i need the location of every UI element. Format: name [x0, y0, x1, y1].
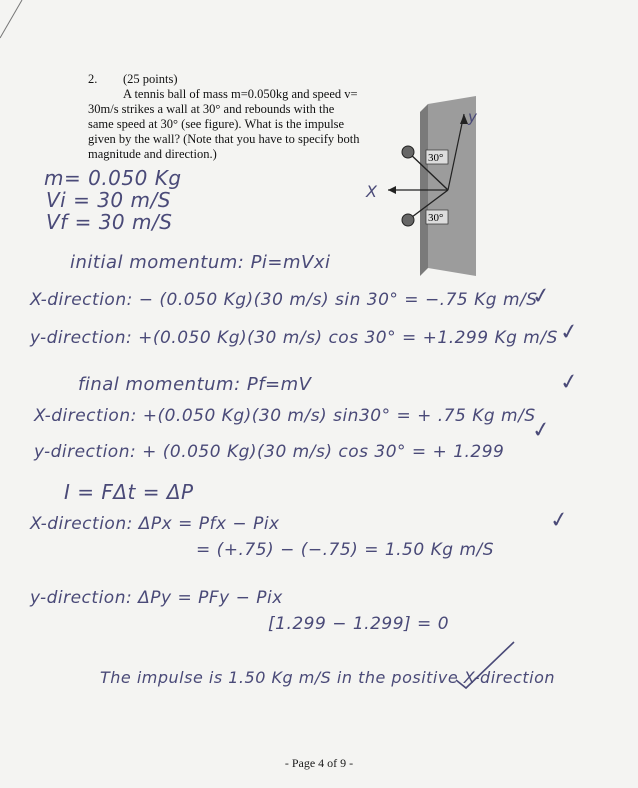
- angle-label-top: 30°: [428, 152, 444, 164]
- final-momentum-heading: final momentum: Pf=mV: [78, 374, 312, 395]
- initial-y-direction: y-direction: +(0.050 Kg)(30 m/s) cos 30° = +1.299 Kg m/S: [30, 328, 558, 348]
- angle-label-bottom: 30°: [428, 212, 444, 224]
- delta-py-line-1: y-direction: ΔPy = PFy − Pix: [30, 588, 283, 608]
- problem-line-3: same speed at 30° (see figure). What is the impulse: [88, 117, 345, 131]
- problem-line-4: given by the wall? (Note that you have to specify both: [88, 132, 360, 146]
- problem-points: (25 points): [123, 72, 178, 86]
- wall-figure: [380, 92, 500, 282]
- x-axis-label: X: [366, 182, 378, 201]
- initial-momentum-heading: initial momentum: Pi=mVxi: [70, 252, 331, 273]
- check-mark-icon: ✓: [530, 416, 553, 445]
- impulse-equation: I = FΔt = ΔP: [64, 480, 194, 504]
- given-initial-velocity: Vi = 30 m/S: [46, 188, 171, 212]
- page-footer: - Page 4 of 9 -: [284, 756, 354, 770]
- final-y-direction: y-direction: + (0.050 Kg)(30 m/s) cos 30° = + 1.299: [34, 442, 505, 462]
- delta-px-line-1: X-direction: ΔPx = Pfx − Pix: [30, 514, 280, 534]
- given-mass: m= 0.050 Kg: [44, 166, 182, 190]
- check-mark-icon: ✓: [530, 282, 553, 311]
- final-x-direction: X-direction: +(0.050 Kg)(30 m/s) sin30° = + .75 Kg m/S: [34, 406, 536, 426]
- initial-x-direction: X-direction: − (0.050 Kg)(30 m/s) sin 30° = −.75 Kg m/S: [30, 290, 538, 310]
- conclusion: The impulse is 1.50 Kg m/S in the positive X-direction: [100, 668, 556, 687]
- y-axis-label: y: [468, 108, 477, 126]
- delta-px-line-2: = (+.75) − (−.75) = 1.50 Kg m/S: [196, 540, 495, 560]
- problem-line-5: magnitude and direction.): [88, 147, 217, 161]
- page-corner-mark: [0, 0, 40, 40]
- problem-line-1: A tennis ball of mass m=0.050kg and speed v=: [123, 87, 358, 101]
- problem-number: 2.: [88, 72, 98, 86]
- check-mark-icon: ✓: [558, 368, 581, 397]
- problem-line-2: 30m/s strikes a wall at 30° and rebounds with the: [88, 102, 335, 116]
- check-mark-icon: ✓: [548, 506, 571, 535]
- check-mark-icon: [452, 640, 522, 690]
- check-mark-icon: ✓: [558, 318, 581, 347]
- given-final-velocity: Vf = 30 m/S: [46, 210, 173, 234]
- delta-py-line-2: [1.299 − 1.299] = 0: [268, 614, 450, 634]
